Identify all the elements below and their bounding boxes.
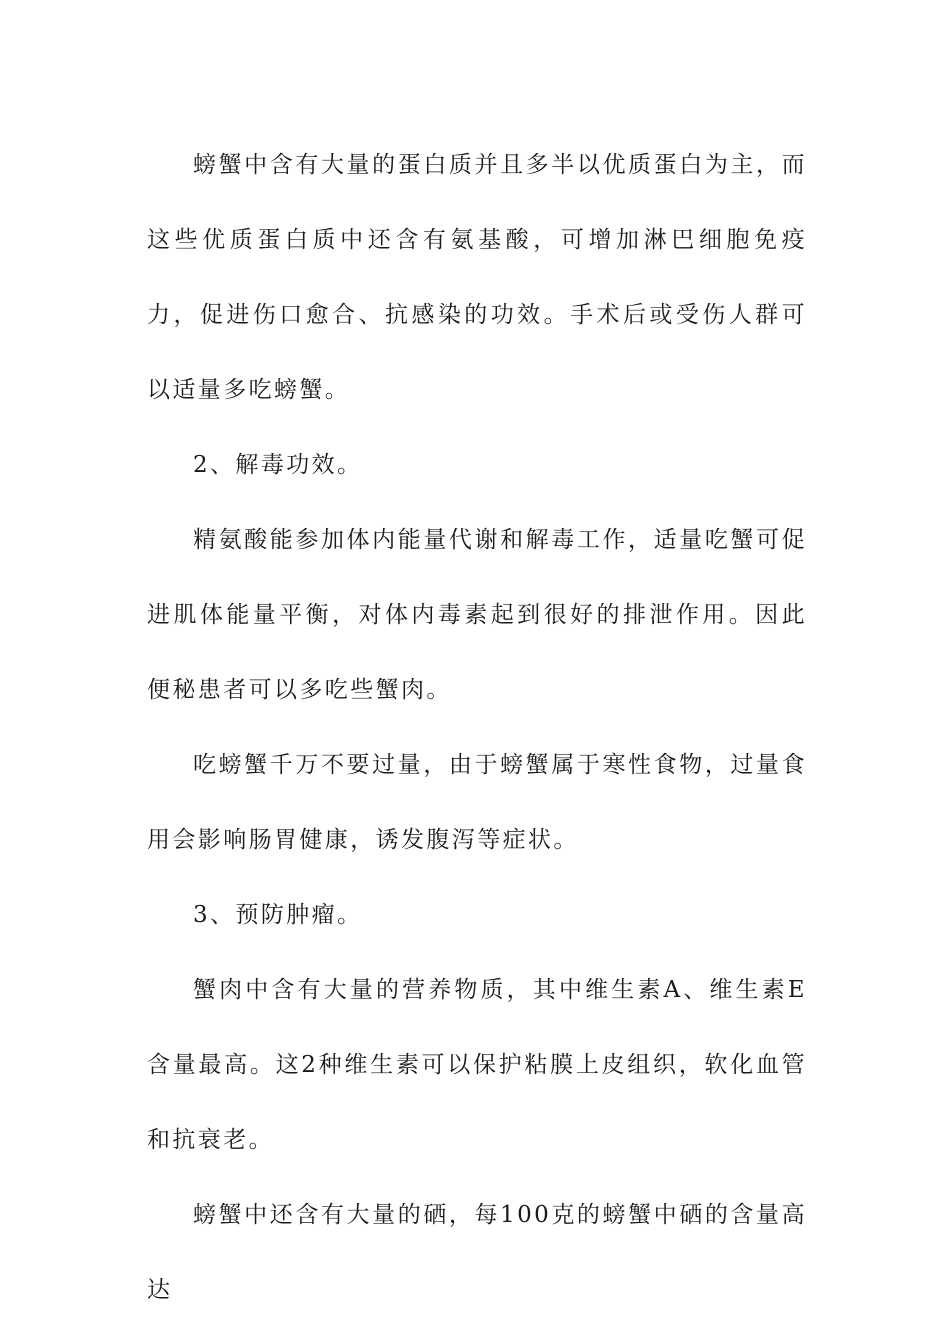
paragraph-arginine: 精氨酸能参加体内能量代谢和解毒工作，适量吃蟹可促进肌体能量平衡，对体内毒素起到很好的排泄作用。因此便秘患者可以多吃些蟹肉。 bbox=[147, 527, 807, 703]
heading-tumor-prevention: 3、预防肿瘤。 bbox=[193, 902, 363, 928]
document-body bbox=[147, 128, 807, 1328]
heading-detox: 2、解毒功效。 bbox=[193, 452, 363, 478]
paragraph-warning: 吃螃蟹千万不要过量，由于螃蟹属于寒性食物，过量食用会影响肠胃健康，诱发腹泻等症状。 bbox=[147, 752, 807, 853]
paragraph-vitamins: 蟹肉中含有大量的营养物质，其中维生素A、维生素E含量最高。这2种维生素可以保护粘膜上皮组织，软化血管和抗衰老。 bbox=[147, 977, 807, 1153]
paragraph-protein: 螃蟹中含有大量的蛋白质并且多半以优质蛋白为主，而这些优质蛋白质中还含有氨基酸，可增加淋巴细胞免疫力，促进伤口愈合、抗感染的功效。手术后或受伤人群可以适量多吃螃蟹。 bbox=[147, 152, 807, 403]
paragraph-selenium: 螃蟹中还含有大量的硒，每100克的螃蟹中硒的含量高达 bbox=[147, 1202, 807, 1303]
